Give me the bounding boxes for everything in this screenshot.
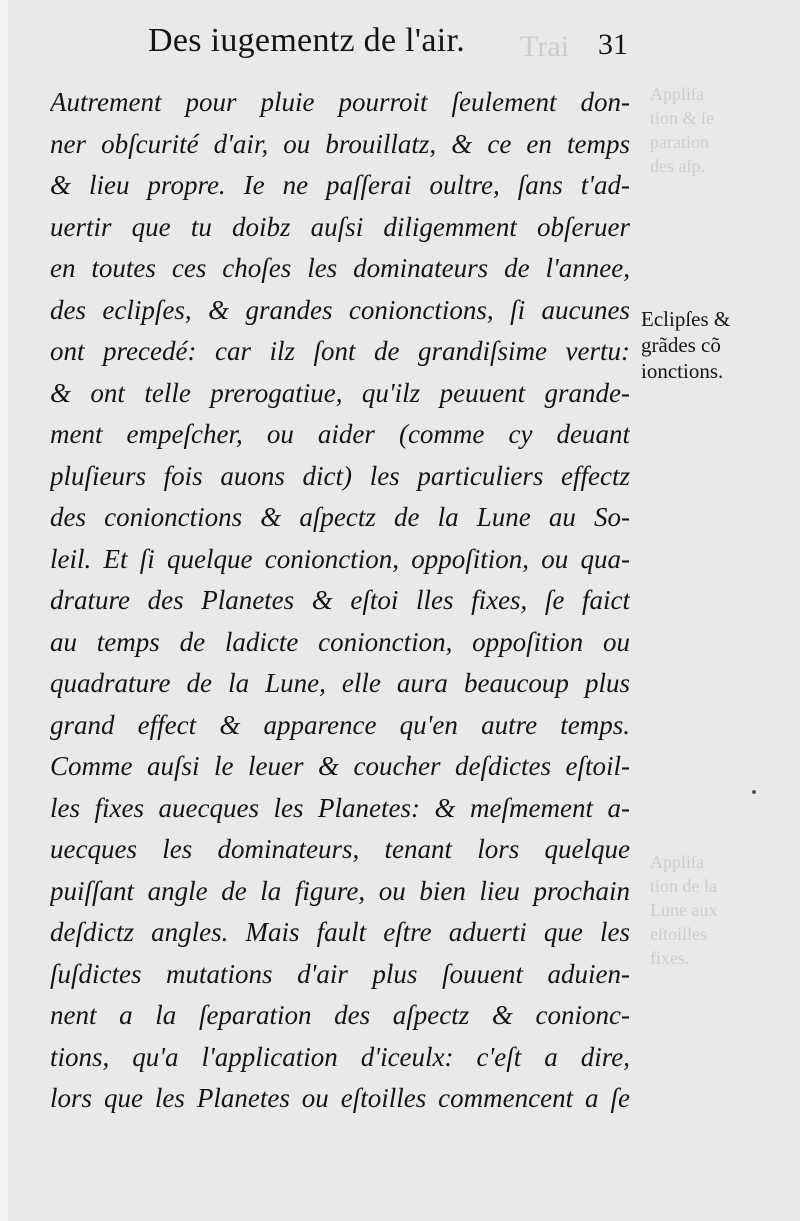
text-line: des conionctions & aſpectz de la Lune au So- <box>50 502 630 532</box>
text-line: des eclipſes, & grandes conionctions, ſi aucunes <box>50 294 630 325</box>
text-line: les fixes auecques les Planetes: & meſmement a- <box>50 792 630 823</box>
marginal-note <box>641 306 791 384</box>
text-line: & lieu propre. Ie ne paſſerai oultre, ſans t'ad- <box>50 170 630 200</box>
text-line: Comme auſsi le leuer & coucher deſdictes eſtoil- <box>50 751 630 781</box>
text-line: quadrature de la Lune, elle aura beaucoup plus <box>50 668 630 698</box>
text-line: au temps de ladicte conionction, oppoſition ou <box>50 626 630 657</box>
page-number: 31 <box>598 28 628 61</box>
text-line: tions, qu'a l'application d'iceulx: c'eſt a dire, <box>50 1041 630 1072</box>
text-line: ſuſdictes mutations d'air plus ſouuent aduien- <box>50 958 630 989</box>
marginal-note-line: Eclipſes & <box>641 307 731 331</box>
body-text <box>50 82 630 1120</box>
bleed-through-note-bottom: Appliſa tion de la Lune aux eſtoilles fixes. <box>650 852 718 968</box>
marginal-note-line: ionctions. <box>641 359 724 383</box>
text-line: drature des Planetes & eſtoi lles fixes, ſe faict <box>50 585 630 615</box>
text-line: & ont telle prerogatiue, qu'ilz peuuent grande- <box>50 377 630 408</box>
ink-speck <box>752 790 756 794</box>
page-gutter <box>0 0 8 1221</box>
text-line: ner obſcurité d'air, ou brouillatz, & ce en temps <box>50 128 630 159</box>
text-line: uecques les dominateurs, tenant lors quelque <box>50 834 630 864</box>
running-head: Des iugementz de l'air. <box>148 22 466 59</box>
bleed-through-note-top: Appliſa tion & ſe paration des aſp. <box>650 84 714 176</box>
text-line: grand effect & apparence qu'en autre temps. <box>50 709 630 740</box>
text-line: uertir que tu doibz auſsi diligemment obſeruer <box>50 211 630 242</box>
text-line: nent a la ſeparation des aſpectz & conionc- <box>50 1000 630 1030</box>
text-line: Autrement pour pluie pourroit ſeulement don- <box>50 87 630 117</box>
page-header <box>0 22 800 72</box>
text-line: ment empeſcher, ou aider (comme cy deuant <box>50 419 630 449</box>
text-line: en toutes ces choſes les dominateurs de l'annee, <box>50 253 630 283</box>
text-line: puiſſant angle de la figure, ou bien lieu prochain <box>50 875 630 906</box>
bleed-through-heading: Trai <box>520 30 569 63</box>
marginal-note-line: grãdes cõ <box>641 333 721 357</box>
text-line: pluſieurs fois auons dict) les particuliers effectz <box>50 460 630 491</box>
text-line: ont precedé: car ilz ſont de grandiſsime vertu: <box>50 336 630 366</box>
text-line: leil. Et ſi quelque conionction, oppoſition, ou qua- <box>50 543 630 574</box>
text-line: lors que les Planetes ou eſtoilles commencent a ſe <box>50 1083 630 1113</box>
text-line: deſdictz angles. Mais fault eſtre aduerti que les <box>50 917 630 947</box>
